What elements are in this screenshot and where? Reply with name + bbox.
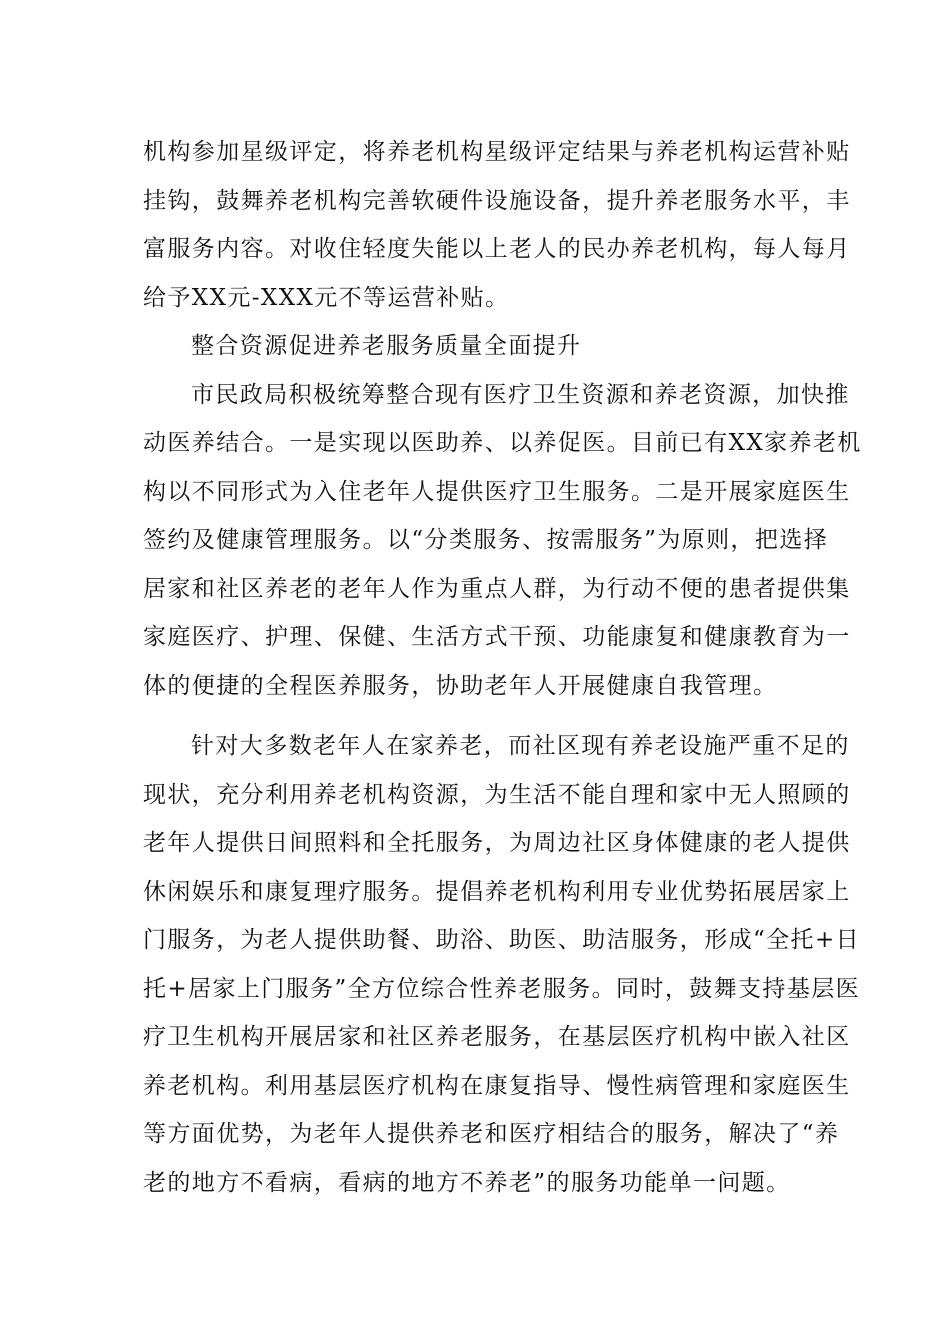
text-line-15: 老年人提供日间照料和全托服务，为周边社区身体健康的老人提供 <box>143 830 851 856</box>
text-line-8: 构以不同形式为入住老年人提供医疗卫生服务。二是开展家庭医生 <box>143 478 851 505</box>
text-line-13: 针对大多数老年人在家养老，而社区现有养老设施严重不足的 <box>191 733 850 759</box>
text-line-14: 现状，充分利用养老机构资源，为生活不能自理和家中无人照顾的 <box>143 781 851 808</box>
text-line-10: 居家和社区养老的老年人作为重点人群，为行动不便的患者提供集 <box>143 575 851 602</box>
text-line-7: 动医养结合。一是实现以医助养、以养促医。目前已有XX家养老机 <box>143 430 862 456</box>
text-line-20: 养老机构。利用基层医疗机构在康复指导、慢性病管理和家庭医生 <box>143 1072 851 1099</box>
text-line-3: 富服务内容。对收住轻度失能以上老人的民办养老机构，每人每月 <box>143 236 851 262</box>
document-body <box>143 128 862 1207</box>
text-line-2: 挂钩，鼓舞养老机构完善软硬件设施设备，提升养老服务水平，丰 <box>143 187 851 214</box>
section-heading: 整合资源促进养老服务质量全面提升 <box>191 333 582 359</box>
text-line-6: 市民政局积极统筹整合现有医疗卫生资源和养老资源，加快推 <box>191 381 850 408</box>
text-line-22: 老的地方不看病，看病的地方不养老”的服务功能单一问题。 <box>143 1169 791 1196</box>
text-line-9: 签约及健康管理服务。以“分类服务、按需服务”为原则，把选择 <box>143 527 829 553</box>
text-line-1: 机构参加星级评定，将养老机构星级评定结果与养老机构运营补贴 <box>143 139 851 165</box>
text-line-4: 给予XX元-XXX元不等运营补贴。 <box>143 284 510 311</box>
text-line-11: 家庭医疗、护理、保健、生活方式干预、功能康复和健康教育为一 <box>143 624 851 650</box>
text-line-21: 等方面优势，为老年人提供养老和医疗相结合的服务，解决了“养 <box>143 1121 840 1147</box>
text-line-16: 休闲娱乐和康复理疗服务。提倡养老机构利用专业优势拓展居家上 <box>143 878 851 905</box>
text-line-12: 体的便捷的全程医养服务，协助老年人开展健康自我管理。 <box>143 672 778 699</box>
text-line-17: 门服务，为老人提供助餐、助浴、助医、助洁服务，形成“全托+日 <box>143 927 861 953</box>
text-line-18: 托+居家上门服务”全方位综合性养老服务。同时，鼓舞支持基层医 <box>143 975 861 1002</box>
text-line-19: 疗卫生机构开展居家和社区养老服务，在基层医疗机构中嵌入社区 <box>143 1024 851 1050</box>
